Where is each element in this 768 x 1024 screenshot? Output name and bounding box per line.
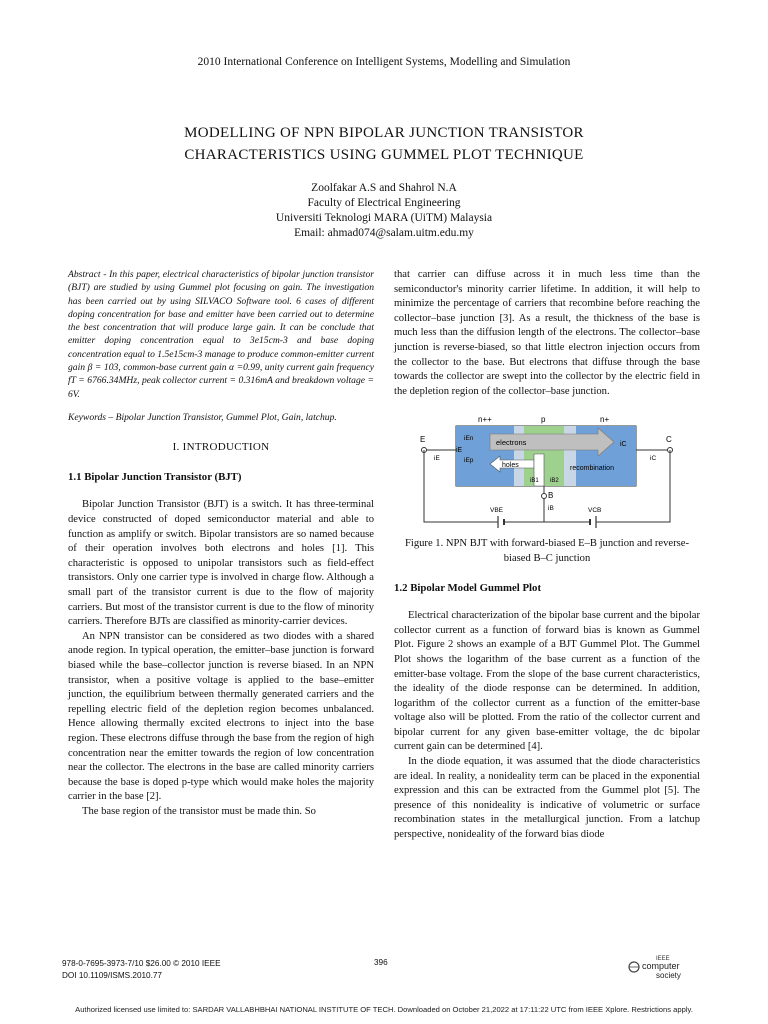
footer-doi[interactable]: DOI 10.1109/ISMS.2010.77 — [62, 971, 162, 980]
subsection-heading-gummel: 1.2 Bipolar Model Gummel Plot — [394, 581, 542, 594]
page-number: 396 — [374, 958, 388, 967]
label-vcb: VCB — [588, 507, 602, 515]
paper-title — [0, 122, 768, 166]
subsection-heading-bjt: 1.1 Bipolar Junction Transistor (BJT) — [68, 470, 242, 483]
title-line-1: MODELLING OF NPN BIPOLAR JUNCTION TRANSISTOR — [184, 125, 584, 141]
label-ie-inside: iE — [456, 447, 463, 455]
gummel-paragraph-1: Electrical characterization of the bipolar base current and the bipolar collector current as a function of forward bias is known as Gummel Plot. Figure 2 shows an example of a BJT Gummel Plot. The Gummel Plot shows the logarithm of the base current as a function of the emitter-base voltage. From the slope of the base current characteristics, the ideality of the diode response can be determined. In addition, logarithm of the collector current as a function of the emitter-base voltage also will be plotted. From the ratio of the collector current and bipolar current for any given base-emitter voltage, the dc bipolar current gain can be determined [4]. — [394, 610, 700, 753]
figure-1-npn-diagram — [394, 410, 700, 530]
license-notice: Authorized licensed use limited to: SARDAR VALLABHBHAI NATIONAL INSTITUTE OF TECH. Downloaded on October 21,2022 at 17:11:22 UTC from IEEE Xplore. Restrictions apply. — [75, 1005, 693, 1014]
intro-paragraph-1: Bipolar Junction Transistor (BJT) is a switch. It has three-terminal device constructed of doped semiconductor material and able to function as amplify or switch. Bipolar transistors are so named because of their operation involves both electrons and holes [1]. This characteristic is opposed to unipolar transistors such as field-effect transistors. Only one carrier type is involved in charge flow. Although a small part of the transistor current is due to the flow of majority carriers. But most of the transistor current is due to the flow of minority carriers. Therefore BJTs are classified as minority-carrier devices. — [68, 499, 374, 628]
figure-1-caption: Figure 1. NPN BJT with forward-biased E–B junction and reverse-biased B–C junction — [404, 538, 689, 564]
intro-paragraph-3-continued: that carrier can diffuse across it in much less time than the semiconductor's minority carrier lifetime. In addition, it will help to minimize the percentage of carriers that recombine before reaching the collector–base junction [3]. As a result, the thickness of the base is much less than the diffusion length of the electrons. The collector–base junction is reverse-biased, so that little electron injection occurs from the collector to the base. But electrons that diffuse through the base towards the collector are swept into the collector by the electric field in the depletion region of the collector–base junction. — [394, 269, 700, 397]
logo-ieee-text: IEEE — [656, 956, 670, 962]
label-recombination: recombination — [570, 465, 614, 473]
left-column — [68, 268, 374, 820]
label-ib2: iB2 — [550, 478, 559, 485]
label-vbe: VBE — [490, 507, 504, 515]
title-line-2: CHARACTERISTICS USING GUMMEL PLOT TECHNIQUE — [184, 147, 584, 163]
intro-paragraph-3: The base region of the transistor must be made thin. So — [82, 805, 316, 817]
logo-computer-text: computer — [642, 961, 680, 971]
label-n-plus: n+ — [600, 415, 610, 425]
author-names: Zoolfakar A.S and Shahrol N.A — [311, 182, 457, 194]
label-n-plus-plus: n++ — [478, 415, 492, 425]
label-ien: iEn — [464, 435, 474, 443]
intro-paragraph-2: An NPN transistor can be considered as two diodes with a shared anode region. In typical operation, the emitter–base junction is forward biased while the base–collector junction is reverse biased. In an NPN transistor, when a positive voltage is applied to the base–emitter junction, the equilibrium between thermally generated carriers and the repelling electric field of the depletion region becomes unbalanced. Hence allowing thermally excited electrons to inject into the base region. These electrons diffuse through the base from the region of high concentration near the emitter towards the region of low concentration near the collector. The electrons in the base are called minority carriers because the base is doped p-type which would make holes the majority carrier in the base [2]. — [68, 630, 374, 803]
label-iep: iEp — [464, 457, 474, 465]
abstract: Abstract - In this paper, electrical characteristics of bipolar junction transistor (BJT) are studied by using Gummel plot focusing on gain. The investigation has been carried out by using SILVACO Software tool. 6 cases of different doping concentration for base and emitter have been carried out to determine the best concentration that will produce large gain. It can be conclude that emitter doping concentration equal to 3e15cm-3 and base doping concentration equal to 1.5e15cm-3 manage to produce common-emitter current gain β = 103, common-base current gain α =0.99, unity current gain frequency fT = 6766.34MHz, peak collector current = 0.316mA and breakdown voltage = 6V. — [68, 269, 374, 400]
npn-bjt-svg — [394, 410, 700, 530]
author-faculty: Faculty of Electrical Engineering — [307, 197, 461, 209]
label-holes: holes — [502, 462, 519, 470]
label-ib: iB — [548, 505, 554, 513]
logo-society-text: society — [656, 971, 681, 980]
label-b: B — [548, 491, 554, 501]
base-terminal-icon — [542, 494, 547, 499]
footer-isbn: 978-0-7695-3973-7/10 $26.00 © 2010 IEEE — [62, 959, 221, 968]
label-ic-outside: iC — [650, 455, 657, 463]
section-heading-introduction: I. INTRODUCTION — [172, 441, 270, 454]
label-ib1: iB1 — [530, 478, 539, 485]
footer-identifiers — [62, 958, 221, 982]
label-c: C — [666, 435, 672, 445]
label-ie-outside: iE — [434, 455, 440, 463]
ieee-computer-society-logo — [626, 952, 696, 982]
label-p: p — [541, 415, 546, 425]
gummel-paragraph-2: In the diode equation, it was assumed that the diode characteristics are ideal. In reality, a nonideality term can be placed in the exponential expression and this can be extracted from the Gummel plot [5]. The presence of this nonideality is indicative of volumetric or surface recombination states in the metallurgical junction. From a latchup perspective, nonideality of the forward bias diode — [394, 756, 700, 841]
author-university: Universiti Teknologi MARA (UiTM) Malaysia — [275, 212, 493, 224]
label-ic-inside: iC — [620, 441, 627, 449]
right-column — [394, 268, 700, 843]
author-email[interactable]: Email: ahmad074@salam.uitm.edu.my — [294, 227, 474, 239]
label-e: E — [420, 435, 426, 445]
author-block — [0, 181, 768, 241]
conference-header: 2010 International Conference on Intelligent Systems, Modelling and Simulation — [197, 56, 571, 68]
keywords: Keywords – Bipolar Junction Transistor, Gummel Plot, Gain, latchup. — [68, 411, 337, 423]
label-electrons: electrons — [496, 438, 527, 448]
